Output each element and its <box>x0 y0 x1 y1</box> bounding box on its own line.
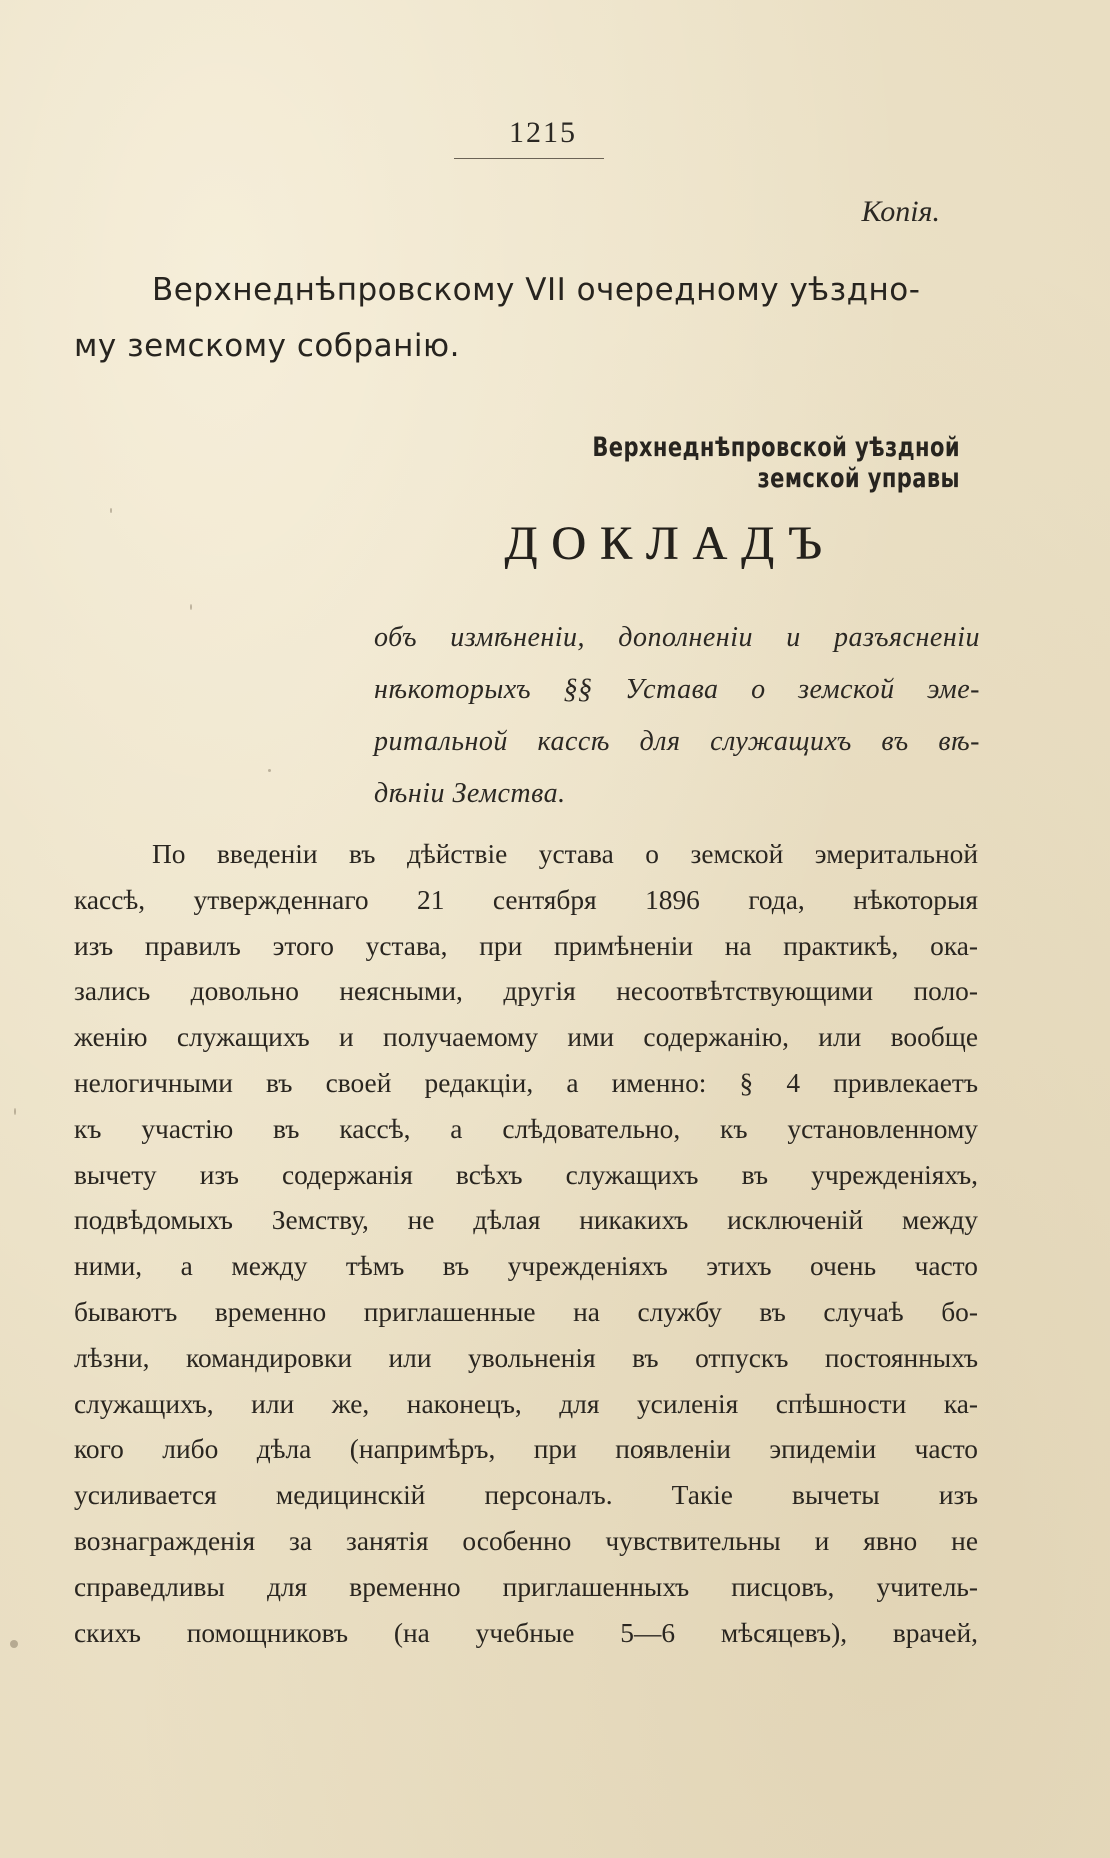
paper-speck <box>190 604 192 610</box>
subject-block <box>374 612 980 820</box>
body-line: справедливы для временно приглашенныхъ писцовъ, учитель- <box>74 1571 978 1602</box>
body-line: бываютъ временно приглашенные на службу въ случаѣ бо- <box>74 1296 978 1327</box>
subject-line: дѣніи Земства. <box>374 778 566 809</box>
paper-speck <box>268 769 271 772</box>
subject-line: нѣкоторыхъ §§ Устава о земской эме- <box>374 674 980 705</box>
body-line: зались довольно неясными, другія несоотвѣтствующими поло- <box>74 976 978 1007</box>
subject-line: ритальной кассѣ для служащихъ въ вѣ- <box>374 726 980 757</box>
body-line: скихъ помощниковъ (на учебные 5—6 мѣсяцевъ), врачей, <box>74 1617 978 1648</box>
body-line: кого либо дѣла (напримѣръ, при появленіи эпидеміи часто <box>74 1434 978 1465</box>
subject-line: объ измѣненіи, дополненіи и разъясненіи <box>374 622 980 653</box>
addressee-line: му земскому собранію. <box>74 328 460 364</box>
body-line: изъ правилъ этого устава, при примѣненіи на практикѣ, ока- <box>74 930 978 961</box>
body-line: По введеніи въ дѣйствіе устава о земской эмеритальной <box>152 839 978 869</box>
body-line: нелогичными въ своей редакціи, а именно: § 4 привлекаетъ <box>74 1067 978 1098</box>
body-line: женію служащихъ и получаемому ими содержанію, или вообще <box>74 1022 978 1053</box>
document-title: ДОКЛАДЪ <box>504 517 836 570</box>
organization-heading: Верхнеднѣпровской уѣздной земской управы <box>592 432 960 494</box>
page-number: 1215 <box>509 116 577 149</box>
body-line: къ участію въ кассѣ, а слѣдовательно, къ установленному <box>74 1113 978 1144</box>
body-line: вычету изъ содержанія всѣхъ служащихъ въ учрежденіяхъ, <box>74 1159 978 1190</box>
body-paragraph <box>74 832 978 1656</box>
body-line: подвѣдомыхъ Земству, не дѣлая никакихъ исключеній между <box>74 1205 978 1236</box>
body-line: вознагражденія за занятія особенно чувствительны и явно не <box>74 1525 978 1556</box>
copy-mark: Копія. <box>861 195 940 228</box>
body-line: кассѣ, утвержденнаго 21 сентября 1896 года, нѣкоторыя <box>74 884 978 915</box>
addressee <box>74 262 994 374</box>
paper-speck <box>110 508 112 513</box>
body-line: лѣзни, командировки или увольненія въ отпускъ постоянныхъ <box>74 1342 978 1373</box>
paper-speck <box>14 1108 16 1115</box>
paper-speck <box>10 1640 18 1648</box>
body-line: служащихъ, или же, наконецъ, для усиленія спѣшности ка- <box>74 1388 978 1419</box>
body-line: ними, а между тѣмъ въ учрежденіяхъ этихъ очень часто <box>74 1251 978 1282</box>
page-number-rule <box>454 158 604 159</box>
addressee-line: Верхнеднѣпровскому VII очередному уѣздно- <box>152 272 921 308</box>
body-line: усиливается медицинскій персоналъ. Такіе вычеты изъ <box>74 1480 978 1511</box>
